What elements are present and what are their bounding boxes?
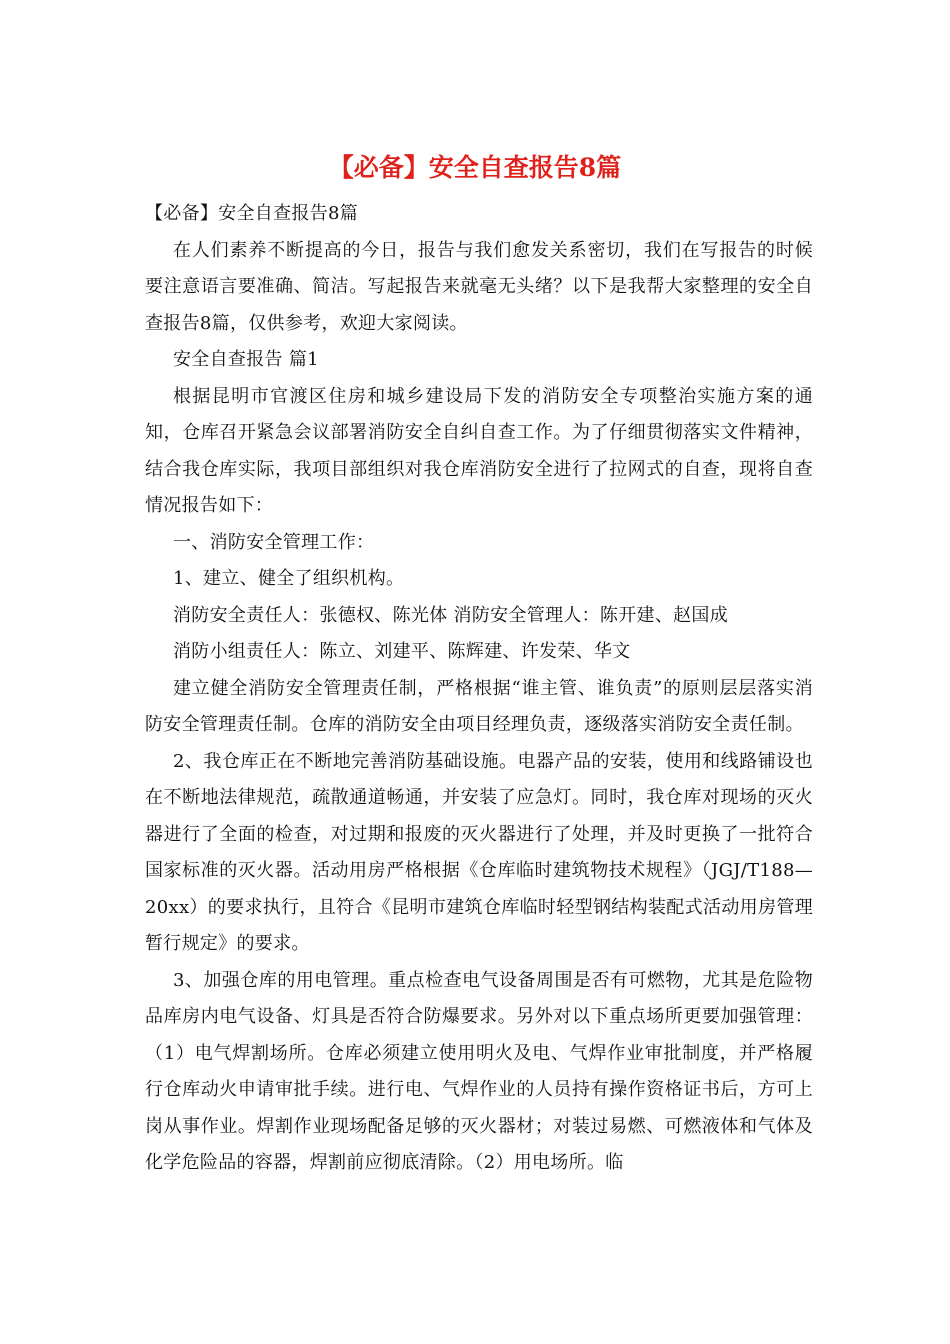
document-title: 【必备】安全自查报告8篇 bbox=[328, 153, 622, 182]
paragraph-facilities: 2、我仓库正在不断地完善消防基础设施。电器产品的安装，使用和线路铺设也在不断地法律规范，疏散通道畅通，并安装了应急灯。同时，我仓库对现场的灭火器进行了全面的检查，对过期和报废的灭火器进行了处理，并及时更换了一批符合国家标准的灭火器。活动用房严格根据《仓库临时建筑物技术规程》（JGJ/T188—20xx）的要求执行，且符合《昆明市建筑仓库临时轻型钢结构装配式活动用房管理暂行规定》的要求。 bbox=[145, 750, 813, 954]
list-item-organization: 1、建立、健全了组织机构。 bbox=[173, 568, 405, 589]
section-heading-fire-safety: 一、消防安全管理工作： bbox=[173, 531, 375, 553]
paragraph-team-leaders: 消防小组责任人：陈立、刘建平、陈辉建、许发荣、华文 bbox=[173, 641, 631, 662]
paragraph-responsibility-system: 建立健全消防安全管理责任制，严格根据“谁主管、谁负责”的原则层层落实消防安全管理责任制。仓库的消防安全由项目经理负责，逐级落实消防安全责任制。 bbox=[145, 677, 813, 735]
section-heading-part1: 安全自查报告 篇1 bbox=[173, 349, 319, 370]
paragraph-subtitle: 【必备】安全自查报告8篇 bbox=[145, 203, 359, 224]
paragraph-intro: 在人们素养不断提高的今日，报告与我们愈发关系密切，我们在写报告的时候要注意语言要准确、简洁。写起报告来就毫无头绪？以下是我帮大家整理的安全自查报告8篇，仅供参考，欢迎大家阅读。 bbox=[145, 239, 813, 334]
document-body bbox=[145, 196, 813, 1182]
paragraph-responsible-persons: 消防安全责任人：张德权、陈光体 消防安全管理人：陈开建、赵国成 bbox=[173, 604, 729, 626]
paragraph-background: 根据昆明市官渡区住房和城乡建设局下发的消防安全专项整治实施方案的通知，仓库召开紧急会议部署消防安全自纠自查工作。为了仔细贯彻落实文件精神，结合我仓库实际，我项目部组织对我仓库消防安全进行了拉网式的自查，现将自查情况报告如下： bbox=[145, 385, 813, 516]
paragraph-electricity-management: 3、加强仓库的用电管理。重点检查电气设备周围是否有可燃物，尤其是危险物品库房内电气设备、灯具是否符合防爆要求。另外对以下重点场所更要加强管理：（1）电气焊割场所。仓库必须建立使用明火及电、气焊作业审批制度，并严格履行仓库动火申请审批手续。进行电、气焊作业的人员持有操作资格证书后，方可上岗从事作业。焊割作业现场配备足够的灭火器材；对装过易燃、可燃液体和气体及化学危险品的容器，焊割前应彻底清除。（2）用电场所。临 bbox=[145, 969, 813, 1173]
